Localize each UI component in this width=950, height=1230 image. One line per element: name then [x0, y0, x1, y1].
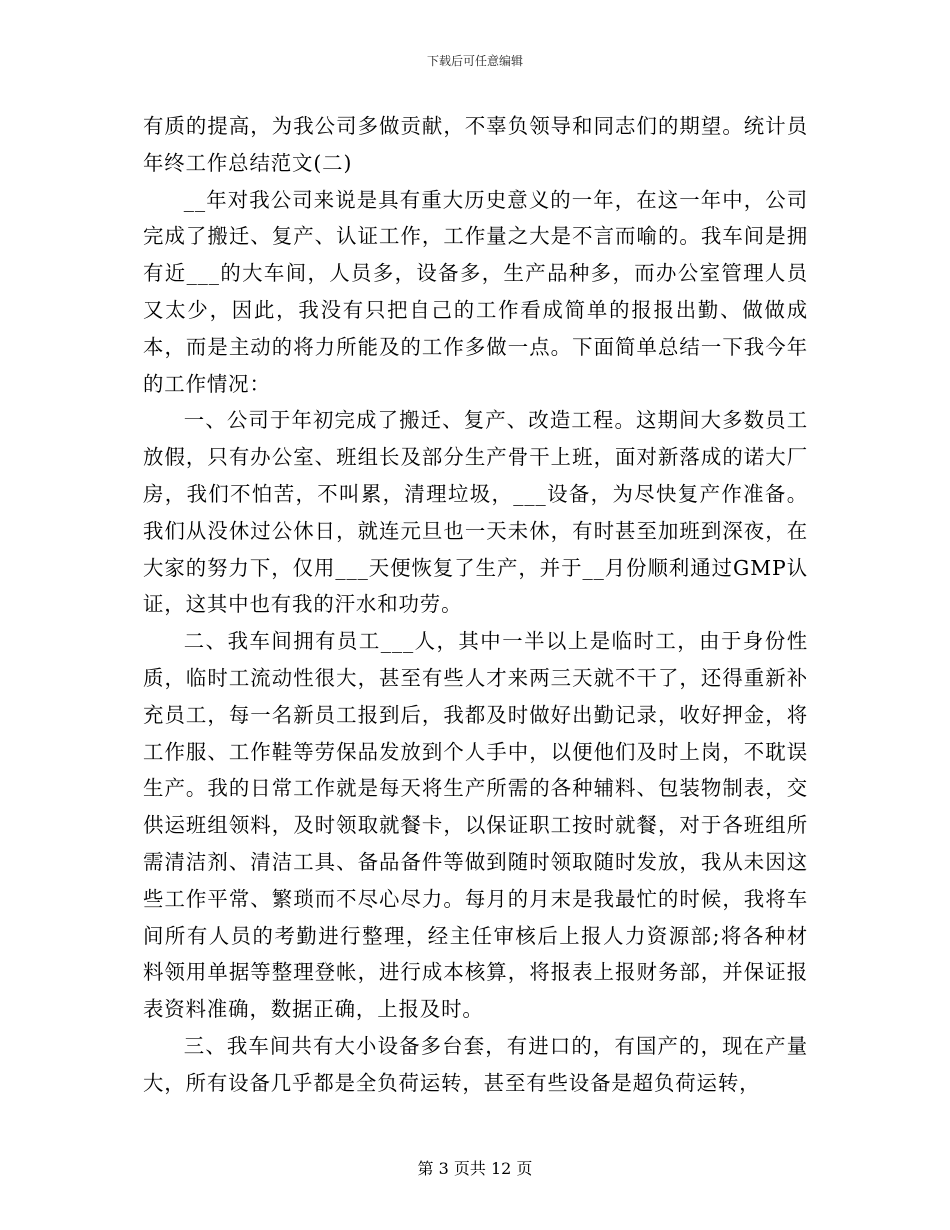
paragraph-item-2: 二、我车间拥有员工___人，其中一半以上是临时工，由于身份性质，临时工流动性很大，甚至有些人才来两三天就不干了，还得重新补充员工，每一名新员工报到后，我都及时做好出勤记录，收好押金，将工作服、工作鞋等劳保品发放到个人手中，以便他们及时上岗，不耽误生产。我的日常工作就是每天将生产所需的各种辅料、包装物制表，交供运班组领料，及时领取就餐卡，以保证职工按时就餐，对于各班组所需清洁剂、清洁工具、备品备件等做到随时领取随时发放，我从未因这些工作平常、繁琐而不尽心尽力。每月的月末是我最忙的时候，我将车间所有人员的考勤进行整理，经主任审核后上报人力资源部;将各种材料领用单据等整理登帐，进行成本核算，将报表上报财务部，并保证报表资料准确，数据正确，上报及时。 [143, 629, 808, 1022]
document-body [143, 108, 808, 1102]
page-header: 下载后可任意编辑 [426, 54, 523, 68]
paragraph-item-1: 一、公司于年初完成了搬迁、复产、改造工程。这期间大多数员工放假，只有办公室、班组长及部分生产骨干上班，面对新落成的诺大厂房，我们不怕苦，不叫累，清理垃圾，___设备，为尽快复产作准备。我们从没休过公休日，就连元旦也一天未休，有时甚至加班到深夜，在大家的努力下，仅用___天便恢复了生产，并于__月份顺利通过GMP认证，这其中也有我的汗水和功劳。 [143, 408, 808, 617]
paragraph-item-3: 三、我车间共有大小设备多台套，有进口的，有国产的，现在产量大，所有设备几乎都是全负荷运转，甚至有些设备是超负荷运转， [143, 1033, 808, 1095]
paragraph-continuation: 有质的提高，为我公司多做贡献，不辜负领导和同志们的期望。统计员年终工作总结范文(二) [143, 114, 808, 175]
paragraph-intro: __年对我公司来说是具有重大历史意义的一年，在这一年中，公司完成了搬迁、复产、认证工作，工作量之大是不言而喻的。我车间是拥有近___的大车间，人员多，设备多，生产品种多，而办公室管理人员又太少，因此，我没有只把自己的工作看成简单的报报出勤、做做成本，而是主动的将力所能及的工作多做一点。下面简单总结一下我今年的工作情况： [143, 187, 808, 396]
page-footer: 第 3 页共 12 页 [417, 1159, 533, 1178]
